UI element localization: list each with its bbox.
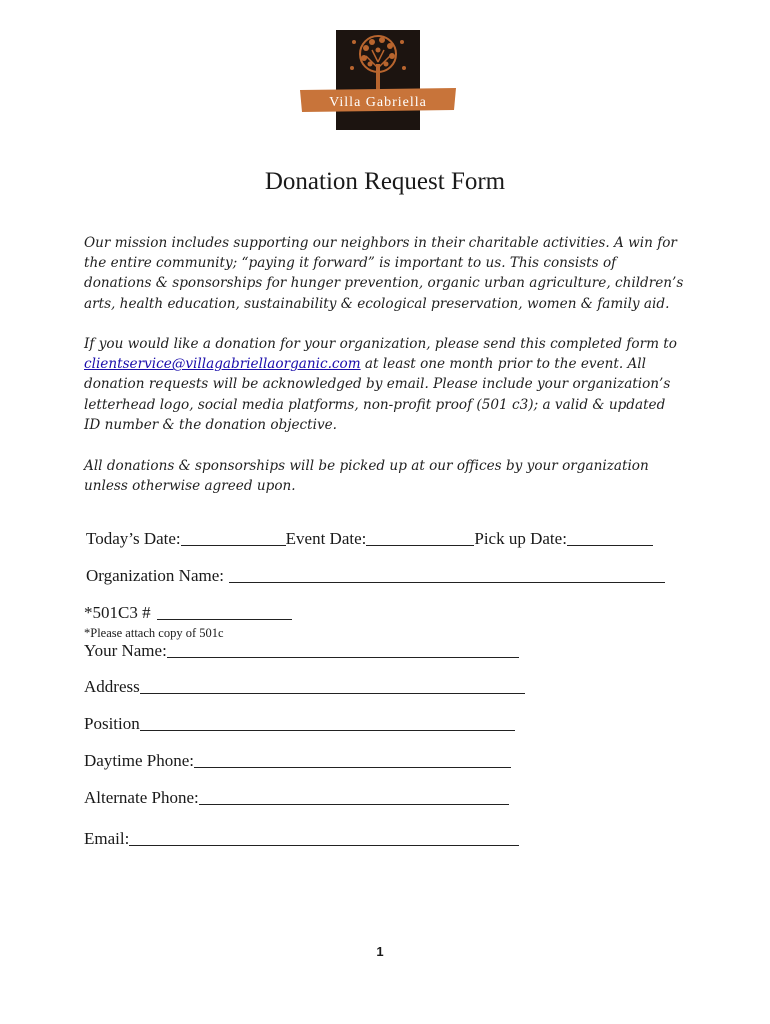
email-label: Email: xyxy=(84,829,130,848)
position-input[interactable] xyxy=(140,716,515,731)
organization-name-label: Organization Name: xyxy=(86,566,225,585)
request-text-before: If you would like a donation for your organization, please send this completed form to xyxy=(84,336,677,352)
daytime-phone-input[interactable] xyxy=(194,753,511,768)
address-row xyxy=(84,677,525,697)
page-title: Donation Request Form xyxy=(264,168,506,195)
email-link[interactable]: clientservice@villagabriellaorganic.com xyxy=(84,356,361,373)
pickup-date-input[interactable] xyxy=(567,531,653,546)
daytime-phone-label: Daytime Phone: xyxy=(84,751,195,770)
c3-number-label: *501C3 # xyxy=(84,603,151,622)
villa-gabriella-logo xyxy=(300,28,456,132)
alternate-phone-row xyxy=(84,788,509,808)
c3-row xyxy=(84,603,292,623)
email-input[interactable] xyxy=(129,831,519,846)
organization-row xyxy=(86,566,665,586)
logo-text: Villa Gabriella xyxy=(329,95,427,110)
pickup-paragraph: All donations & sponsorships will be picked up at our offices by your organization unless otherwise agreed upon. xyxy=(84,458,649,495)
address-input[interactable] xyxy=(140,679,525,694)
todays-date-input[interactable] xyxy=(181,531,286,546)
event-date-input[interactable] xyxy=(366,531,474,546)
pickup-date-label: Pick up Date: xyxy=(474,529,567,548)
dates-row xyxy=(86,529,653,549)
request-paragraph xyxy=(84,334,684,435)
event-date-label: Event Date: xyxy=(285,529,367,548)
your-name-input[interactable] xyxy=(167,643,519,658)
alternate-phone-label: Alternate Phone: xyxy=(84,788,199,807)
your-name-row xyxy=(84,641,519,661)
email-row xyxy=(84,829,519,849)
your-name-label: Your Name: xyxy=(84,641,167,660)
position-label: Position xyxy=(84,714,140,733)
organization-name-input[interactable] xyxy=(229,568,665,583)
mission-paragraph: Our mission includes supporting our neighbors in their charitable activities. A win for the entire community; “paying it forward” is important to us. This consists of donations & sponsorships for hunger prevention, organic urban agriculture, children’s arts, health education, sustainability & ecological preservation, women & family aid. xyxy=(84,235,684,312)
page-number: 1 xyxy=(376,944,384,959)
alternate-phone-input[interactable] xyxy=(199,790,509,805)
c3-number-input[interactable] xyxy=(157,605,292,620)
c3-note: *Please attach copy of 501c xyxy=(84,626,224,640)
position-row xyxy=(84,714,515,734)
daytime-phone-row xyxy=(84,751,511,771)
address-label: Address xyxy=(84,677,140,696)
request-text-after: at least one month prior to the event. All donation requests will be acknowledged by email. Please include your organization’s letterhead logo, social media platforms, non-profit proof (501 c3); a valid & updated ID number & the donation objective. xyxy=(84,356,671,433)
todays-date-label: Today’s Date: xyxy=(86,529,181,548)
